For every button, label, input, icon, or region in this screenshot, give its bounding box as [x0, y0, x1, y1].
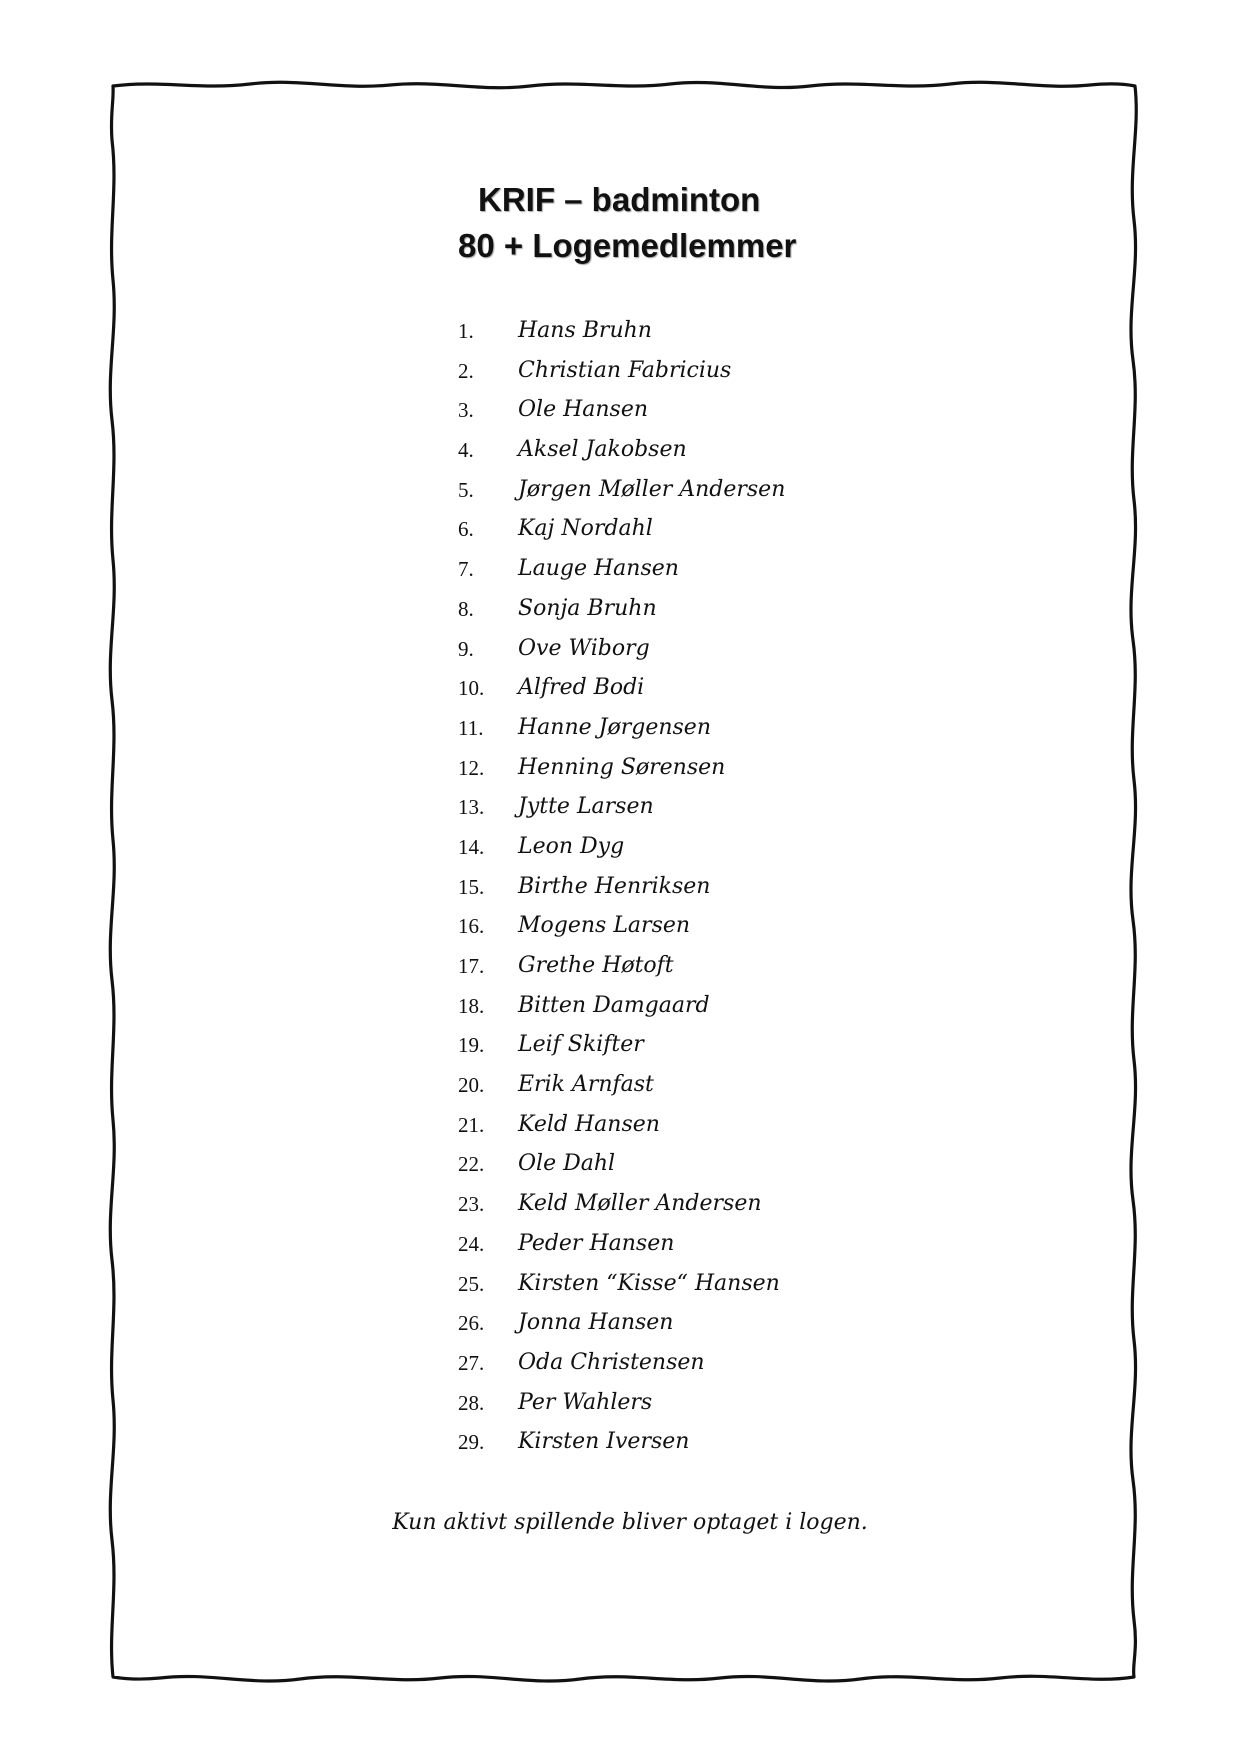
- member-name: Erik Arnfast: [518, 1072, 654, 1098]
- member-name: Ove Wiborg: [518, 635, 650, 661]
- member-number: 19.: [458, 1033, 485, 1058]
- member-name: Hanne Jørgensen: [518, 714, 711, 740]
- member-number: 6.: [458, 517, 474, 542]
- member-number: 22.: [458, 1152, 485, 1177]
- member-name: Mogens Larsen: [518, 913, 691, 939]
- member-name: Leon Dyg: [518, 833, 625, 859]
- member-number: 29.: [458, 1430, 485, 1455]
- member-number: 15.: [458, 874, 485, 899]
- member-name: Oda Christensen: [518, 1349, 705, 1375]
- member-number: 20.: [458, 1073, 485, 1098]
- member-number: 12.: [458, 755, 485, 780]
- member-number: 7.: [458, 557, 474, 582]
- title-line-2: 80 + Logemedlemmer: [458, 227, 797, 264]
- member-number: 4.: [458, 438, 474, 463]
- member-name: Bitten Damgaard: [518, 992, 710, 1018]
- member-number: 16.: [458, 914, 485, 939]
- member-number: 26.: [458, 1311, 485, 1336]
- member-number: 25.: [458, 1271, 485, 1296]
- title-line-1: KRIF – badminton: [478, 181, 761, 218]
- member-name: Alfred Bodi: [518, 675, 645, 701]
- member-name: Kirsten Iversen: [518, 1429, 690, 1455]
- member-name: Jonna Hansen: [518, 1310, 674, 1336]
- member-number: 17.: [458, 954, 485, 978]
- member-number: 13.: [458, 795, 485, 820]
- member-name: Leif Skifter: [518, 1032, 644, 1058]
- member-number: 8.: [458, 596, 474, 621]
- member-name: Jørgen Møller Andersen: [518, 476, 786, 502]
- member-name: Per Wahlers: [518, 1389, 653, 1415]
- member-number: 21.: [458, 1112, 485, 1137]
- member-name: Ole Hansen: [518, 397, 649, 423]
- member-name: Keld Hansen: [518, 1111, 660, 1137]
- member-name: Grethe Høtoft: [518, 953, 674, 978]
- member-name: Keld Møller Andersen: [518, 1191, 762, 1217]
- member-name: Christian Fabricius: [518, 357, 732, 383]
- member-name: Ole Dahl: [518, 1151, 616, 1177]
- footer-note: Kun aktivt spillende bliver optaget i logen.: [392, 1510, 868, 1535]
- member-number: 11.: [458, 715, 484, 740]
- member-number: 24.: [458, 1231, 485, 1256]
- member-number: 10.: [458, 676, 485, 701]
- member-name: Peder Hansen: [518, 1230, 675, 1256]
- member-number: 3.: [458, 398, 474, 423]
- member-number: 27.: [458, 1350, 485, 1375]
- member-number: 1.: [458, 319, 474, 343]
- member-number: 9.: [458, 636, 474, 661]
- member-name: Lauge Hansen: [518, 556, 679, 582]
- member-name: Kirsten “Kisse“ Hansen: [518, 1270, 780, 1296]
- member-number: 2.: [458, 358, 474, 383]
- member-name: Henning Sørensen: [518, 754, 726, 780]
- member-name: Aksel Jakobsen: [518, 437, 687, 463]
- member-name: Kaj Nordahl: [518, 516, 653, 542]
- member-name: Jytte Larsen: [518, 794, 654, 820]
- member-number: 14.: [458, 834, 485, 859]
- member-number: 23.: [458, 1192, 485, 1217]
- member-number: 18.: [458, 993, 485, 1018]
- member-name: Birthe Henriksen: [518, 873, 711, 899]
- member-number: 5.: [458, 477, 474, 502]
- member-name: Sonja Bruhn: [518, 595, 657, 621]
- member-number: 28.: [458, 1390, 485, 1415]
- member-name: Hans Bruhn: [518, 318, 652, 343]
